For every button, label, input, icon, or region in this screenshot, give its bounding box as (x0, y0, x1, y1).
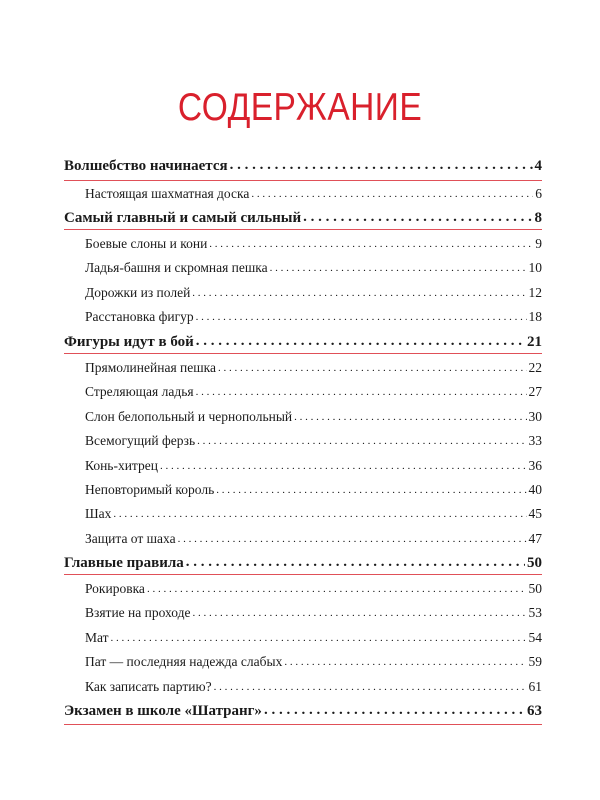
toc-section-entry[interactable] (64, 384, 542, 406)
toc-entry-title: Защита от шаха (85, 531, 176, 546)
dot-leader (216, 481, 526, 497)
dot-leader (113, 505, 526, 521)
toc-section-entry[interactable] (64, 409, 542, 431)
toc-section-entry[interactable] (64, 236, 542, 258)
dot-leader (303, 209, 532, 226)
dot-leader (147, 580, 527, 596)
dot-leader (214, 678, 527, 694)
toc-page-number: 36 (528, 458, 542, 473)
toc-section-entry[interactable] (64, 482, 542, 504)
toc-section-entry[interactable] (64, 630, 542, 652)
toc-entry-title: Стреляющая ладья (85, 384, 194, 399)
toc-page-number: 6 (535, 186, 542, 201)
toc-section-entry[interactable] (64, 605, 542, 627)
toc-chapter-entry[interactable] (64, 158, 542, 180)
toc-entry-title: Волшебство начинается (64, 158, 228, 174)
toc-entry-title: Рокировка (85, 581, 145, 596)
toc-entry-title: Боевые слоны и кони (85, 236, 208, 251)
toc-entry-title: Слон белопольный и чернопольный (85, 409, 293, 424)
toc-page-number: 8 (534, 210, 542, 226)
toc-section-entry[interactable] (64, 260, 542, 282)
toc-page-number: 21 (527, 334, 542, 350)
toc-entry-title: Конь-хитрец (85, 458, 158, 473)
dot-leader (197, 432, 526, 448)
toc-chapter-entry[interactable] (64, 555, 542, 577)
toc-section-entry[interactable] (64, 433, 542, 455)
dot-leader (178, 530, 527, 546)
toc-chapter-entry[interactable] (64, 703, 542, 725)
toc-section-entry[interactable] (64, 186, 542, 208)
dot-leader (196, 383, 527, 399)
toc-page-number: 27 (528, 384, 542, 399)
toc-page-number: 54 (528, 630, 542, 645)
dot-leader (186, 554, 525, 571)
toc-entry-title: Неповторимый король (85, 482, 215, 497)
dot-leader (196, 308, 527, 324)
toc-entry-title: Прямолинейная пешка (85, 360, 216, 375)
toc-entry-title: Главные правила (64, 555, 184, 571)
toc-entry-title: Взятие на проходе (85, 605, 191, 620)
toc-entry-title: Настоящая шахматная доска (85, 186, 250, 201)
toc-page-number: 45 (528, 506, 542, 521)
toc-page-number: 50 (528, 581, 542, 596)
dot-leader (196, 333, 525, 350)
toc-section-entry[interactable] (64, 506, 542, 528)
toc-entry-title: Мат (85, 630, 109, 645)
toc-entry-title: Пат — последняя надежда слабых (85, 654, 283, 669)
dot-leader (284, 653, 526, 669)
toc-chapter-entry[interactable] (64, 334, 542, 356)
toc-page-number: 9 (535, 236, 542, 251)
dot-leader (160, 457, 527, 473)
toc-entry-title: Самый главный и самый сильный (64, 210, 302, 226)
toc-entry-title: Дорожки из полей (85, 285, 191, 300)
toc-section-entry[interactable] (64, 531, 542, 553)
toc-section-entry[interactable] (64, 654, 542, 676)
toc-section-entry[interactable] (64, 679, 542, 701)
toc-page-number: 22 (528, 360, 542, 375)
toc-entry-title: Как записать партию? (85, 679, 212, 694)
dot-leader (192, 604, 526, 620)
toc-entry-title: Ладья-башня и скромная пешка (85, 260, 268, 275)
dot-leader (251, 185, 533, 201)
section-rule (64, 180, 542, 181)
toc-page-number: 59 (528, 654, 542, 669)
toc-page-number: 53 (528, 605, 542, 620)
toc-page-number: 10 (528, 260, 542, 275)
toc-section-entry[interactable] (64, 458, 542, 480)
toc-page-number: 61 (528, 679, 542, 694)
page-title: СОДЕРЖАНИЕ (177, 86, 423, 129)
toc-entry-title: Фигуры идут в бой (64, 334, 194, 350)
toc-page-number: 12 (528, 285, 542, 300)
toc-entry-title: Шах (85, 506, 112, 521)
dot-leader (230, 157, 533, 174)
dot-leader (218, 359, 527, 375)
toc-page-number: 4 (534, 158, 542, 174)
toc-page-number: 18 (528, 309, 542, 324)
dot-leader (294, 408, 526, 424)
dot-leader (192, 284, 526, 300)
toc-page-number: 33 (528, 433, 542, 448)
dot-leader (209, 235, 533, 251)
toc-section-entry[interactable] (64, 285, 542, 307)
toc-page-number: 63 (527, 703, 542, 719)
toc-chapter-entry[interactable] (64, 210, 542, 232)
toc-page-number: 47 (528, 531, 542, 546)
toc-section-entry[interactable] (64, 309, 542, 331)
toc-page-number: 30 (528, 409, 542, 424)
toc-entry-title: Расстановка фигур (85, 309, 194, 324)
dot-leader (270, 259, 527, 275)
dot-leader (264, 702, 525, 719)
toc-entry-title: Всемогущий ферзь (85, 433, 196, 448)
toc-section-entry[interactable] (64, 581, 542, 603)
toc-page-number: 40 (528, 482, 542, 497)
dot-leader (111, 629, 527, 645)
toc-page-number: 50 (527, 555, 542, 571)
toc-section-entry[interactable] (64, 360, 542, 382)
toc-entry-title: Экзамен в школе «Шатранг» (64, 703, 262, 719)
